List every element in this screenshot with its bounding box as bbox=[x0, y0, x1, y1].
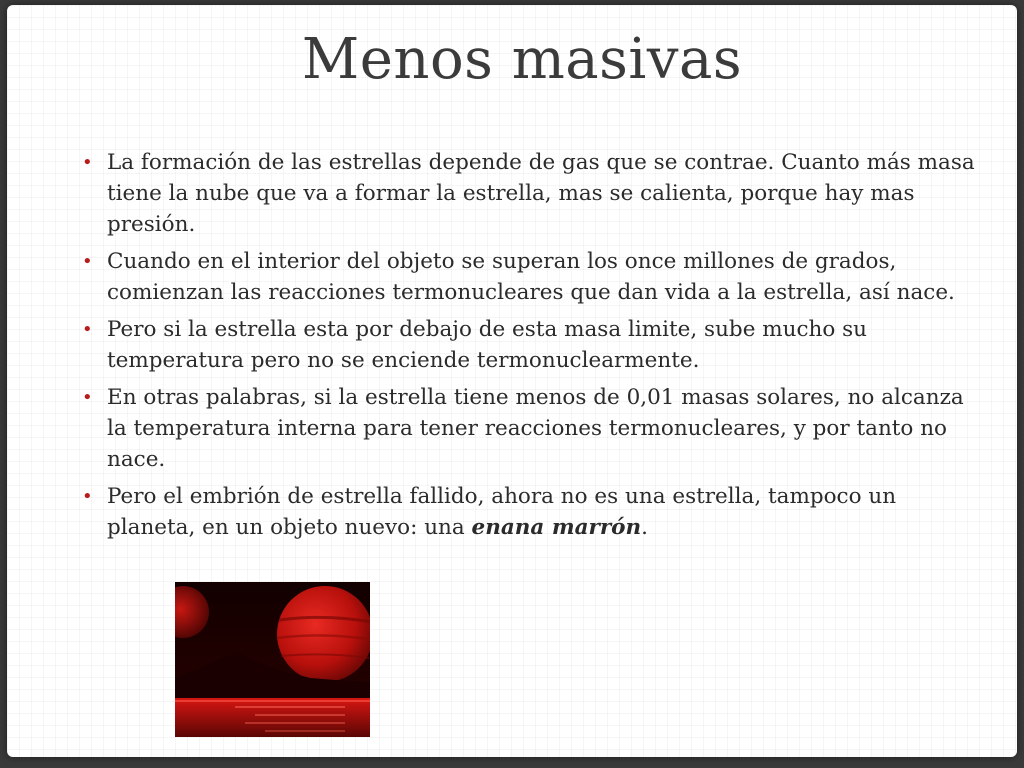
bullet-item bbox=[79, 246, 979, 308]
big-planet-shape bbox=[277, 586, 370, 682]
bullet-dot-icon: • bbox=[82, 152, 93, 173]
bullet-dot-icon: • bbox=[82, 251, 93, 272]
brown-dwarf-illustration bbox=[175, 582, 370, 737]
bullet-item bbox=[79, 382, 979, 475]
slide-title: Menos masivas bbox=[301, 27, 743, 92]
bullet-dot-icon: • bbox=[82, 319, 93, 340]
bullet-text: Pero si la estrella esta por debajo de esta masa limite, sube mucho su temperatura pero no se enciende termonuclearmente. bbox=[107, 317, 868, 373]
bullet-emphasis: enana marrón bbox=[471, 515, 642, 540]
bullet-item bbox=[79, 314, 979, 376]
bullet-text: La formación de las estrellas depende de gas que se contrae. Cuanto más masa tiene la nube que va a formar la estrella, mas se calienta, porque hay mas presión. bbox=[107, 150, 975, 237]
bullet-dot-icon: • bbox=[82, 387, 93, 408]
bullet-text-after: . bbox=[641, 515, 648, 540]
bullet-text: Cuando en el interior del objeto se superan los once millones de grados, comienzan las reacciones termonucleares que dan vida a la estrella, así nace. bbox=[107, 249, 955, 305]
bullet-dot-icon: • bbox=[82, 486, 93, 507]
slide bbox=[7, 5, 1017, 757]
bullet-item bbox=[79, 481, 979, 543]
bullet-list bbox=[79, 147, 979, 549]
bullet-text: En otras palabras, si la estrella tiene menos de 0,01 masas solares, no alcanza la temperatura interna para tener reacciones termonucleares, y por tanto no nace. bbox=[107, 385, 964, 472]
bullet-text-before: Pero el embrión de estrella fallido, ahora no es una estrella, tampoco un planeta, en un objeto nuevo: una bbox=[107, 484, 897, 540]
bullet-item bbox=[79, 147, 979, 240]
